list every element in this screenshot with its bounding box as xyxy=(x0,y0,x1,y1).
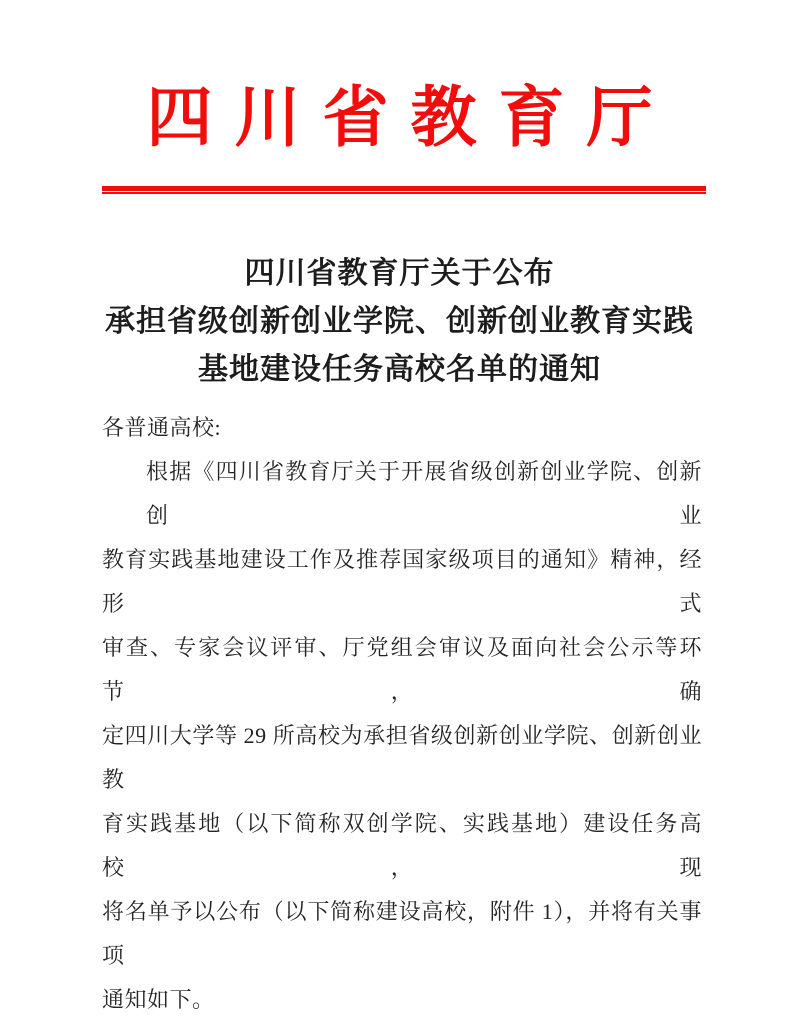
paragraph-line: 定四川大学等 29 所高校为承担省级创新创业学院、创新创业教 xyxy=(102,723,702,792)
paragraph-line: 教育实践基地建设工作及推荐国家级项目的通知》精神，经形式 xyxy=(102,547,702,616)
document-title-line-1: 四川省教育厅关于公布 xyxy=(244,257,555,290)
paragraph-line: 将名单予以公布（以下简称建设高校，附件 1），并将有关事项 xyxy=(102,899,702,968)
document-body xyxy=(102,406,702,1022)
paragraph-line: 通知如下。 xyxy=(102,987,215,1012)
letterhead-agency-title: 四川省教育厅 xyxy=(146,82,675,155)
paragraph-line: 根据《四川省教育厅关于开展省级创新创业学院、创新创业 xyxy=(146,459,702,528)
salutation: 各普通高校: xyxy=(102,415,222,440)
document-title-line-3: 基地建设任务高校名单的通知 xyxy=(198,353,601,386)
paragraph-line: 育实践基地（以下简称双创学院、实践基地）建设任务高校，现 xyxy=(102,811,702,880)
document-page xyxy=(0,82,799,1012)
document-title xyxy=(0,250,799,394)
paragraph-line: 审查、专家会议评审、厅党组会审议及面向社会公示等环节，确 xyxy=(102,635,702,704)
document-title-line-2: 承担省级创新创业学院、创新创业教育实践 xyxy=(105,305,694,338)
letterhead-divider-rule xyxy=(102,186,706,194)
